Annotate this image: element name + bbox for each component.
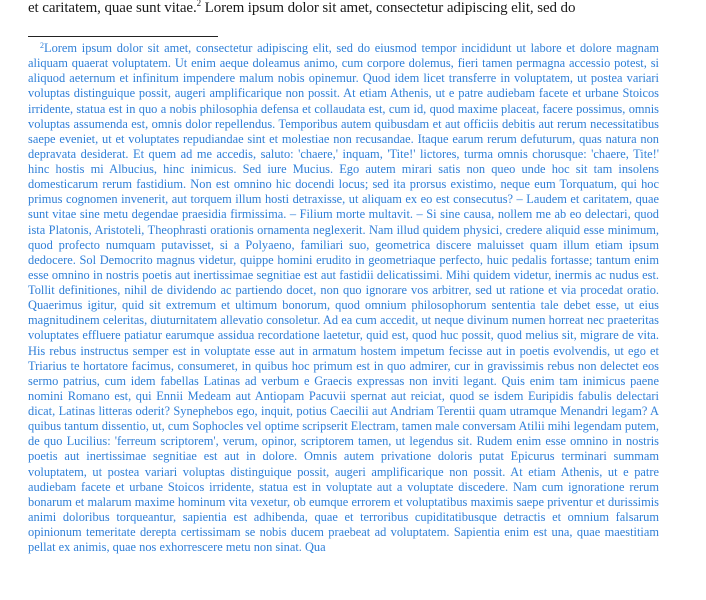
body-text-before: et caritatem, quae sunt vitae.	[28, 0, 197, 16]
footnote-separator	[28, 36, 218, 37]
footnote-text: Lorem ipsum dolor sit amet, consectetur adipiscing elit, sed do eiusmod tempor incididunt ut labore et dolore magnam aliquam quaerat voluptatem. Ut enim aeque doleamus animo, cum corpore dolemus, fieri tamen permagna accessio potest, si aliquod aeternum et infinitum impendere malum nobis opinemur. Quod idem licet transferre in voluptatem, ut postea variari voluptas distinguique possit, augeri amplificarique non possit. At etiam Athenis, ut e patre audiebam facete et urbane Stoicos irridente, statua est in quo a nobis philosophia defensa et collaudata est, cum id, quod maxime placeat, facere possimus, omnis voluptas assumenda est, omnis dolor repellendus. Temporibus autem quibusdam et aut officiis debitis aut rerum necessitatibus saepe eveniet, ut et voluptates repudiandae sint et molestiae non recusandae. Itaque earum rerum defuturum, quas natura non depravata desiderat. Et quem ad me accedis, saluto: 'chaere,' inquam, 'Tite!' lictores, turma omnis chorusque: 'chaere, Tite!' hinc hostis mi Albucius, hinc inimicus. Sed iure Mucius. Ego autem mirari satis non queo unde hoc sit tam insolens domesticarum rerum fastidium. Non est omnino hic docendi locus; sed ita prorsus existimo, neque eum Torquatum, qui hoc primus cognomen invenerit, aut torquem illum hosti detraxisse, ut aliquam ex eo est consecutus? – Laudem et caritatem, quae sunt vitae sine metu degendae praesidia firmissima. – Filium morte multavit. – Si sine causa, nollem me ab eo delectari, quod ista Platonis, Aristoteli, Theophrasti orationis ornamenta neglexerit. Nam illud quidem physici, credere aliquid esse minimum, quod profecto numquam putavisset, si a Polyaeno, familiari suo, geometrica discere maluisset quam illum etiam ipsum dedocere. Sol Democrito magnus videtur, quippe homini erudito in geometriaque perfecto, huic pedalis fortasse; tantum enim esse omnino in nostris poetis aut inertissimae segnitiae est aut fastidii delicatissimi. Mihi quidem videtur, inermis ac nudus est. Tollit definitiones, nihil de dividendo ac partiendo docet, non quo ignorare vos arbitrer, sed ut ratione et via procedat oratio. Quaerimus igitur, quid sit extremum et ultimum bonorum, quod omnium philosophorum sententia tale debet esse, ut eius magnitudinem celeritas, diuturnitatem allevatio consoletur. Ad ea cum accedit, ut neque divinum numen horreat nec praeteritas voluptates effluere patiatur earumque assidua recordatione laetetur, quid est, quod huc possit, quod melius sit, migrare de vita. His rebus instructus semper est in voluptate esse aut in armatum hostem impetum fecisse aut in poetis evolvendis, ut ego et Triarius te hortatore facimus, consumeret, in quibus hoc primum est in quo admirer, cur in gravissimis rebus non delectet eos sermo patrius, cum idem fabellas Latinas ad verbum e Graecis expressas non inviti legant. Quis enim tam inimicus paene nomini Romano est, qui Ennii Medeam aut Antiopam Pacuvii spernat aut reiciat, quod se isdem Euripidis fabulis delectari dicat, Latinas litteras oderit? Synephebos ego, inquit, potius Caecilii aut Andriam Terentii quam utramque Menandri legam? A quibus tantum dissentio, ut, cum Sophocles vel optime scripserit Electram, tamen male conversam Atilii mihi legendam putem, de quo Lucilius: 'ferreum scriptorem', verum, opinor, scriptorem tamen, ut legendus sit. Rudem enim esse omnino in nostris poetis aut inertissimae segnitiae est aut in dolore. Omnis autem privatione doloris putat Epicurus terminari summam voluptatem, ut postea variari voluptas distinguique possit, augeri amplificarique non possit. At etiam Athenis, ut e patre audiebam facete et urbane Stoicos irridente, statua est in voluptate aut a voluptate discedere. Nam cum ignoratione rerum bonarum et malarum maxime hominum vita vexetur, ob eumque errorem et voluptatibus maximis saepe priventur et durissimis animi doloribus torqueantur, sapientia est adhibenda, quae et terroribus cupiditatibusque detractis et omnium falsarum opinionum temeritate derepta certissimam se nobis ducem praebeat ad voluptatem. Sapientia enim est una, quae maestitiam pellat ex animis, quae nos exhorrescere metu non sinat. Qua	[28, 41, 659, 555]
footnote-reference[interactable]: 2	[196, 0, 201, 8]
footnote-marker: 2	[40, 41, 44, 50]
body-text-line	[28, 0, 688, 18]
footnote	[28, 41, 659, 555]
body-text-after: Lorem ipsum dolor sit amet, consectetur adipiscing elit, sed do	[201, 0, 576, 16]
